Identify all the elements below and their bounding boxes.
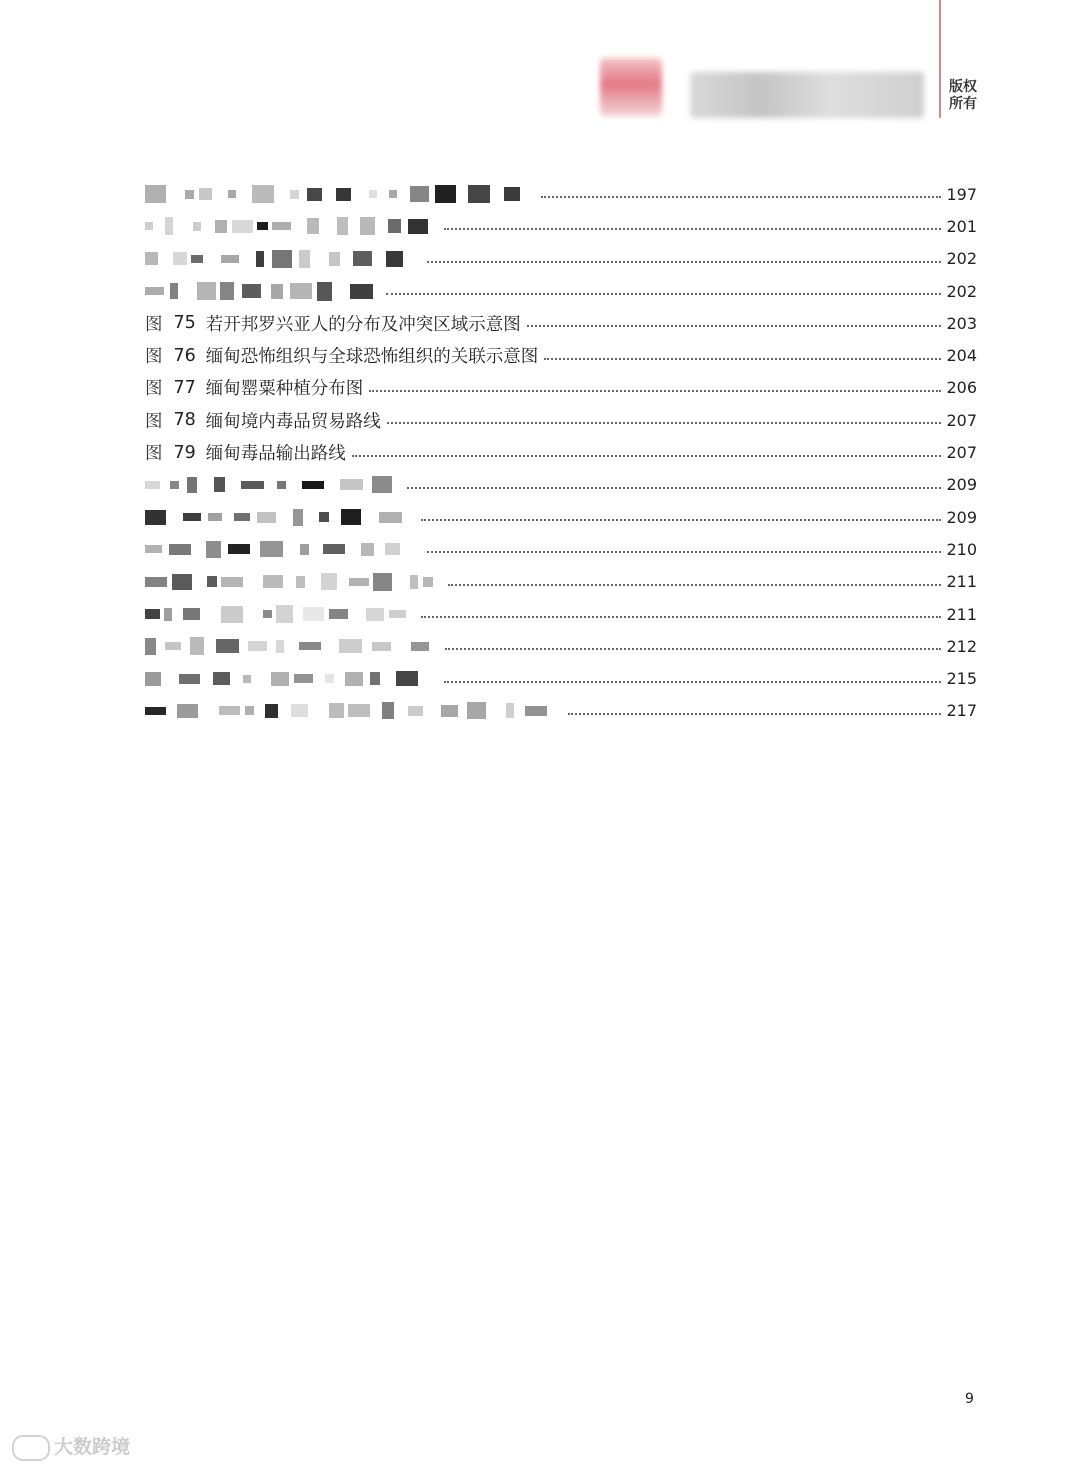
redaction-block xyxy=(260,541,283,557)
redaction-block xyxy=(350,284,373,299)
redaction-block xyxy=(319,512,329,522)
redaction-block xyxy=(372,642,391,651)
dot-leader xyxy=(369,390,941,392)
blurred-logo xyxy=(600,58,662,116)
redaction-block xyxy=(228,190,236,198)
redaction-block xyxy=(228,544,250,554)
redaction-block xyxy=(366,608,384,621)
toc-entry[interactable] xyxy=(145,630,977,662)
figure-number: 78 xyxy=(173,410,196,431)
redaction-block xyxy=(145,185,166,203)
redaction-block xyxy=(145,707,166,715)
redacted-entry-title xyxy=(145,700,562,722)
header-divider-line xyxy=(939,0,941,118)
watermark-logo-icon xyxy=(12,1435,50,1461)
redaction-block xyxy=(145,222,153,230)
redaction-block xyxy=(325,674,334,683)
figure-title: 缅甸毒品输出路线 xyxy=(205,444,346,465)
redaction-block xyxy=(360,217,375,235)
redaction-block xyxy=(165,217,173,235)
redaction-block xyxy=(245,706,254,715)
redaction-block xyxy=(410,186,429,202)
redacted-entry-title xyxy=(145,474,401,496)
redacted-entry-title xyxy=(145,603,415,625)
redaction-block xyxy=(307,188,322,201)
redaction-block xyxy=(241,481,264,489)
redaction-block xyxy=(221,577,243,587)
figure-number: 75 xyxy=(173,313,196,334)
figure-prefix: 图 xyxy=(145,411,163,432)
redaction-block xyxy=(221,255,239,263)
toc-page-number: 210 xyxy=(946,539,977,559)
figure-number: 79 xyxy=(173,442,196,463)
redaction-block xyxy=(294,674,313,683)
redaction-block xyxy=(372,476,392,493)
toc-page-number: 204 xyxy=(946,346,977,366)
redaction-block xyxy=(271,284,283,299)
redaction-block xyxy=(170,283,178,299)
redacted-entry-title xyxy=(145,635,439,657)
redaction-block xyxy=(187,477,197,493)
redaction-block xyxy=(257,512,276,523)
redaction-block xyxy=(299,642,321,650)
redaction-block xyxy=(234,513,250,521)
redaction-block xyxy=(214,477,225,492)
redacted-entry-title xyxy=(145,183,535,205)
watermark-text: 大数跨境 xyxy=(54,1436,131,1458)
redacted-entry-title xyxy=(145,668,438,690)
toc-entry-label xyxy=(145,440,346,465)
redaction-block xyxy=(172,574,192,590)
redaction-block xyxy=(193,222,201,231)
redaction-block xyxy=(386,251,403,267)
redaction-block xyxy=(199,188,212,200)
toc-entry-label xyxy=(145,375,363,400)
redaction-block xyxy=(410,575,418,589)
dot-leader xyxy=(407,487,941,489)
copyright-line: 所有 xyxy=(949,96,977,112)
dot-leader xyxy=(421,616,941,618)
redaction-block xyxy=(185,190,194,199)
redaction-block xyxy=(169,544,191,555)
toc-page-number: 203 xyxy=(946,313,977,333)
redaction-block xyxy=(173,252,187,265)
redaction-block xyxy=(263,575,283,588)
toc-entry[interactable] xyxy=(145,469,977,501)
dot-leader xyxy=(444,228,941,230)
toc-entry-label xyxy=(145,311,521,336)
redaction-block xyxy=(165,642,181,650)
redaction-block xyxy=(321,573,337,590)
redacted-entry-title xyxy=(145,248,421,270)
redaction-block xyxy=(216,639,239,653)
redaction-block xyxy=(341,509,361,525)
redaction-block xyxy=(340,479,363,490)
toc-entry[interactable] xyxy=(145,307,977,339)
toc-entry-label xyxy=(145,408,381,433)
redaction-block xyxy=(300,544,309,555)
toc-page-number: 215 xyxy=(946,669,977,689)
toc-page-number: 197 xyxy=(946,184,977,204)
figure-prefix: 图 xyxy=(145,379,163,400)
redaction-block xyxy=(207,576,217,587)
redaction-block xyxy=(441,705,458,717)
dot-leader xyxy=(386,293,941,295)
figure-prefix: 图 xyxy=(145,444,163,465)
redaction-block xyxy=(353,251,372,266)
redaction-block xyxy=(302,481,324,489)
toc-entry[interactable] xyxy=(145,533,977,565)
redaction-block xyxy=(145,672,161,686)
redaction-block xyxy=(382,702,394,719)
redaction-block xyxy=(208,513,222,521)
redaction-block xyxy=(257,222,268,230)
toc-entry[interactable] xyxy=(145,210,977,242)
redaction-block xyxy=(191,255,203,263)
toc-page-number: 202 xyxy=(946,281,977,301)
toc-page-number: 209 xyxy=(946,507,977,527)
redaction-block xyxy=(276,605,293,623)
toc-entry[interactable] xyxy=(145,436,977,468)
redaction-block xyxy=(323,544,345,554)
dot-leader xyxy=(448,584,941,586)
redaction-block xyxy=(296,576,305,588)
redaction-block xyxy=(221,606,243,623)
blurred-header-title xyxy=(690,72,924,118)
redaction-block xyxy=(252,185,274,203)
toc-entry[interactable] xyxy=(145,695,977,727)
figure-prefix: 图 xyxy=(145,347,163,368)
redaction-block xyxy=(396,671,418,686)
figure-title: 缅甸罂粟种植分布图 xyxy=(205,379,364,400)
redaction-block xyxy=(348,704,370,717)
redaction-block xyxy=(256,251,264,267)
toc-entry[interactable] xyxy=(145,662,977,694)
dot-leader xyxy=(541,196,941,198)
page-number: 9 xyxy=(965,1391,974,1407)
watermark xyxy=(12,1432,130,1461)
toc-page-number: 201 xyxy=(946,216,977,236)
redaction-block xyxy=(389,190,397,198)
redaction-block xyxy=(265,704,278,718)
toc-page-number: 211 xyxy=(946,572,977,592)
redaction-block xyxy=(467,702,486,719)
toc-entry[interactable] xyxy=(145,566,977,598)
redaction-block xyxy=(215,220,227,233)
copyright-line: 版权 xyxy=(949,79,977,95)
redaction-block xyxy=(370,672,380,685)
dot-leader xyxy=(421,519,941,521)
redaction-block xyxy=(388,219,401,233)
figure-title: 若开邦罗兴亚人的分布及冲突区域示意图 xyxy=(205,314,521,335)
dot-leader xyxy=(427,261,941,263)
redaction-block xyxy=(329,252,340,266)
figure-prefix: 图 xyxy=(145,314,163,335)
redaction-block xyxy=(183,608,200,620)
redaction-block xyxy=(369,190,377,198)
redaction-block xyxy=(408,706,423,716)
redaction-block xyxy=(506,703,514,718)
redaction-block xyxy=(179,674,200,684)
redaction-block xyxy=(329,609,348,619)
redaction-block xyxy=(213,672,230,685)
redaction-block xyxy=(468,185,490,203)
redaction-block xyxy=(220,282,234,300)
toc-entry[interactable] xyxy=(145,372,977,404)
toc-page-number: 207 xyxy=(946,443,977,463)
redaction-block xyxy=(145,638,156,655)
redaction-block xyxy=(423,577,433,587)
dot-leader xyxy=(387,422,941,424)
redaction-block xyxy=(145,510,166,525)
redaction-block xyxy=(272,250,292,268)
figure-number: 77 xyxy=(173,377,196,398)
redaction-block xyxy=(317,282,332,301)
dot-leader xyxy=(544,358,941,360)
redaction-block xyxy=(361,543,374,556)
redaction-block xyxy=(291,704,308,717)
redaction-block xyxy=(145,609,160,619)
toc-entry[interactable] xyxy=(145,243,977,275)
toc-page-number: 212 xyxy=(946,636,977,656)
redaction-block xyxy=(293,509,303,526)
redaction-block xyxy=(329,703,344,718)
redaction-block xyxy=(277,481,286,489)
redaction-block xyxy=(145,577,167,587)
toc-entry-label xyxy=(145,343,538,368)
redaction-block xyxy=(337,217,348,235)
redaction-block xyxy=(276,640,284,653)
toc-page-number: 217 xyxy=(946,701,977,721)
redacted-entry-title xyxy=(145,538,421,560)
redaction-block xyxy=(145,287,164,295)
dot-leader xyxy=(568,713,941,715)
redaction-block xyxy=(408,219,428,234)
redaction-block xyxy=(145,252,158,265)
redaction-block xyxy=(164,608,172,621)
redaction-block xyxy=(435,185,456,203)
redaction-block xyxy=(307,218,319,234)
redaction-block xyxy=(145,481,160,489)
redacted-entry-title xyxy=(145,215,438,237)
dot-leader xyxy=(527,325,941,327)
redaction-block xyxy=(170,481,179,489)
dot-leader xyxy=(352,455,941,457)
redaction-block xyxy=(385,543,400,555)
redaction-block xyxy=(349,578,369,586)
figure-title: 缅甸恐怖组织与全球恐怖组织的关联示意图 xyxy=(205,347,539,368)
redaction-block xyxy=(271,672,289,686)
redacted-entry-title xyxy=(145,571,442,593)
redaction-block xyxy=(190,637,204,655)
dot-leader xyxy=(427,551,941,553)
redaction-block xyxy=(290,190,299,199)
figure-title: 缅甸境内毒品贸易路线 xyxy=(205,411,381,432)
redaction-block xyxy=(504,187,520,201)
redaction-block xyxy=(242,284,261,298)
toc-entry[interactable] xyxy=(145,501,977,533)
redaction-block xyxy=(345,672,363,686)
redaction-block xyxy=(525,706,547,716)
redaction-block xyxy=(303,607,324,621)
toc-entry[interactable] xyxy=(145,598,977,630)
redacted-entry-title xyxy=(145,506,415,528)
toc-entry[interactable] xyxy=(145,404,977,436)
redaction-block xyxy=(206,541,221,558)
redaction-block xyxy=(177,704,198,718)
copyright-label xyxy=(949,79,977,113)
redaction-block xyxy=(243,675,251,683)
figure-number: 76 xyxy=(173,345,196,366)
toc-entry[interactable] xyxy=(145,339,977,371)
toc-page-number: 202 xyxy=(946,249,977,269)
dot-leader xyxy=(445,648,941,650)
redaction-block xyxy=(232,220,253,233)
redaction-block xyxy=(336,188,351,201)
toc-entry[interactable] xyxy=(145,275,977,307)
redaction-block xyxy=(197,282,216,300)
toc-page-number: 207 xyxy=(946,410,977,430)
toc-page-number: 211 xyxy=(946,604,977,624)
dot-leader xyxy=(444,681,941,683)
toc-page-number: 206 xyxy=(946,378,977,398)
redacted-entry-title xyxy=(145,280,380,302)
redaction-block xyxy=(145,545,162,553)
redaction-block xyxy=(411,642,429,651)
redaction-block xyxy=(263,610,272,618)
redaction-block xyxy=(219,706,240,715)
table-of-figures xyxy=(145,178,977,727)
toc-page-number: 209 xyxy=(946,475,977,495)
redaction-block xyxy=(272,222,291,230)
redaction-block xyxy=(248,641,267,651)
redaction-block xyxy=(379,512,402,523)
redaction-block xyxy=(373,573,392,591)
redaction-block xyxy=(339,639,362,653)
redaction-block xyxy=(299,250,310,268)
redaction-block xyxy=(389,610,406,618)
toc-entry[interactable] xyxy=(145,178,977,210)
redaction-block xyxy=(183,513,201,521)
redaction-block xyxy=(290,283,312,299)
